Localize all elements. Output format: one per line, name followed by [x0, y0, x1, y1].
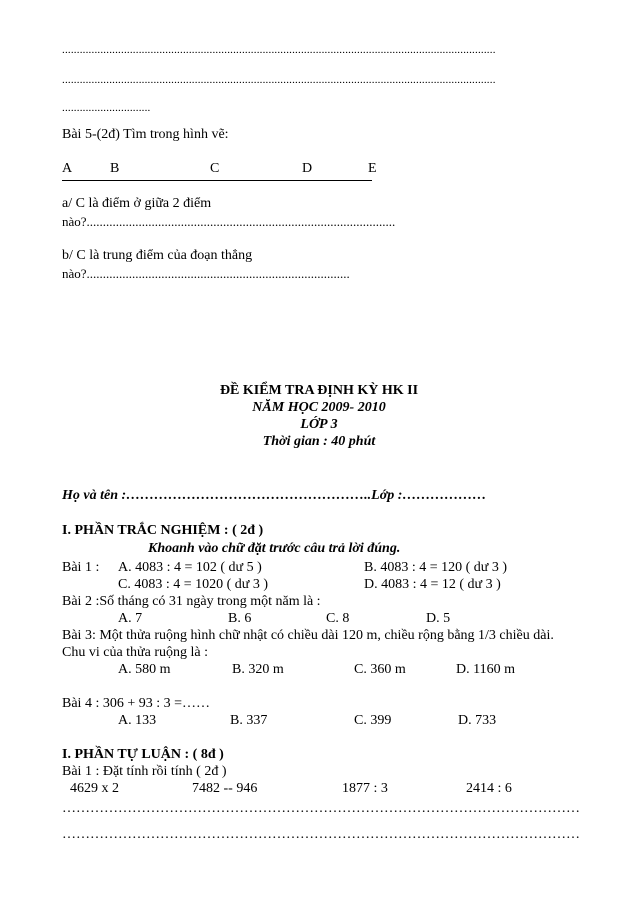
school-year: NĂM HỌC 2009- 2010: [252, 400, 386, 415]
answer-dots-line: ...................................................................................................................................................: [62, 44, 496, 56]
grade-label: LỚP 3: [300, 417, 338, 432]
answer-dots-line: ..............................: [62, 102, 151, 114]
question-a-line1: a/ C là điểm ở giữa 2 điểm: [62, 196, 212, 211]
point-label-a: A: [62, 161, 73, 176]
q1-option-a: A. 4083 : 4 = 102 ( dư 5 ): [118, 560, 262, 575]
point-label-d: D: [302, 161, 313, 176]
q4-option-b: B. 337: [230, 713, 268, 728]
q2-option-c: C. 8: [326, 611, 350, 626]
part2-q1-title: Bài 1 : Đặt tính rồi tính ( 2đ ): [62, 764, 227, 779]
calc-1: 4629 x 2: [70, 781, 119, 796]
point-label-b: B: [110, 161, 120, 176]
student-name-line: Họ và tên :……………………………………………..Lớp :………………: [62, 488, 487, 503]
q2-text: Bài 2 :Số tháng có 31 ngày trong một năm là :: [62, 594, 321, 609]
q3-option-c: C. 360 m: [354, 662, 406, 677]
question-a-line2: nào?...............................................................................................: [62, 214, 396, 229]
q4-text: Bài 4 : 306 + 93 : 3 =……: [62, 696, 211, 711]
q3-option-a: A. 580 m: [118, 662, 171, 677]
q1-option-d: D. 4083 : 4 = 12 ( dư 3 ): [364, 577, 501, 592]
part2-heading: I. PHẦN TỰ LUẬN : ( 8đ ): [62, 747, 224, 762]
calc-2: 7482 -- 946: [192, 781, 258, 796]
line-segment-ae: [62, 180, 372, 181]
q3-option-d: D. 1160 m: [456, 662, 515, 677]
answer-dots-line: ...................................................................................................................................................: [62, 74, 496, 86]
q3-text-line1: Bài 3: Một thửa ruộng hình chữ nhật có chiều dài 120 m, chiều rộng bằng 1/3 chiều dài.: [62, 628, 554, 643]
time-label: Thời gian : 40 phút: [262, 434, 376, 449]
question-b-line1: b/ C là trung điểm của đoạn thẳng: [62, 248, 253, 263]
q1-option-b: B. 4083 : 4 = 120 ( dư 3 ): [364, 560, 508, 575]
answer-dots-line: …………………………………………………………………………………………………: [62, 827, 580, 842]
point-label-e: E: [368, 161, 377, 176]
calc-4: 2414 : 6: [466, 781, 512, 796]
answer-dots-line: …………………………………………………………………………………………………: [62, 801, 580, 816]
part1-heading: I. PHẦN TRẮC NGHIỆM : ( 2đ ): [62, 523, 264, 538]
calc-3: 1877 : 3: [342, 781, 388, 796]
exam-title: ĐỀ KIỂM TRA ĐỊNH KỲ HK II: [219, 383, 419, 398]
point-label-c: C: [210, 161, 220, 176]
q2-option-d: D. 5: [426, 611, 451, 626]
part1-instruction: Khoanh vào chữ đặt trước câu trả lời đúng.: [148, 541, 401, 556]
q1-label: Bài 1 :: [62, 560, 100, 575]
q4-option-c: C. 399: [354, 713, 392, 728]
q2-option-a: A. 7: [118, 611, 143, 626]
bai5-title: Bài 5-(2đ) Tìm trong hình vẽ:: [62, 127, 229, 142]
q1-option-c: C. 4083 : 4 = 1020 ( dư 3 ): [118, 577, 269, 592]
q4-option-a: A. 133: [118, 713, 157, 728]
q3-option-b: B. 320 m: [232, 662, 284, 677]
q2-option-b: B. 6: [228, 611, 252, 626]
question-b-line2: nào?.................................................................................: [62, 266, 350, 281]
q4-option-d: D. 733: [458, 713, 497, 728]
q3-text-line2: Chu vi của thửa ruộng là :: [62, 645, 209, 660]
